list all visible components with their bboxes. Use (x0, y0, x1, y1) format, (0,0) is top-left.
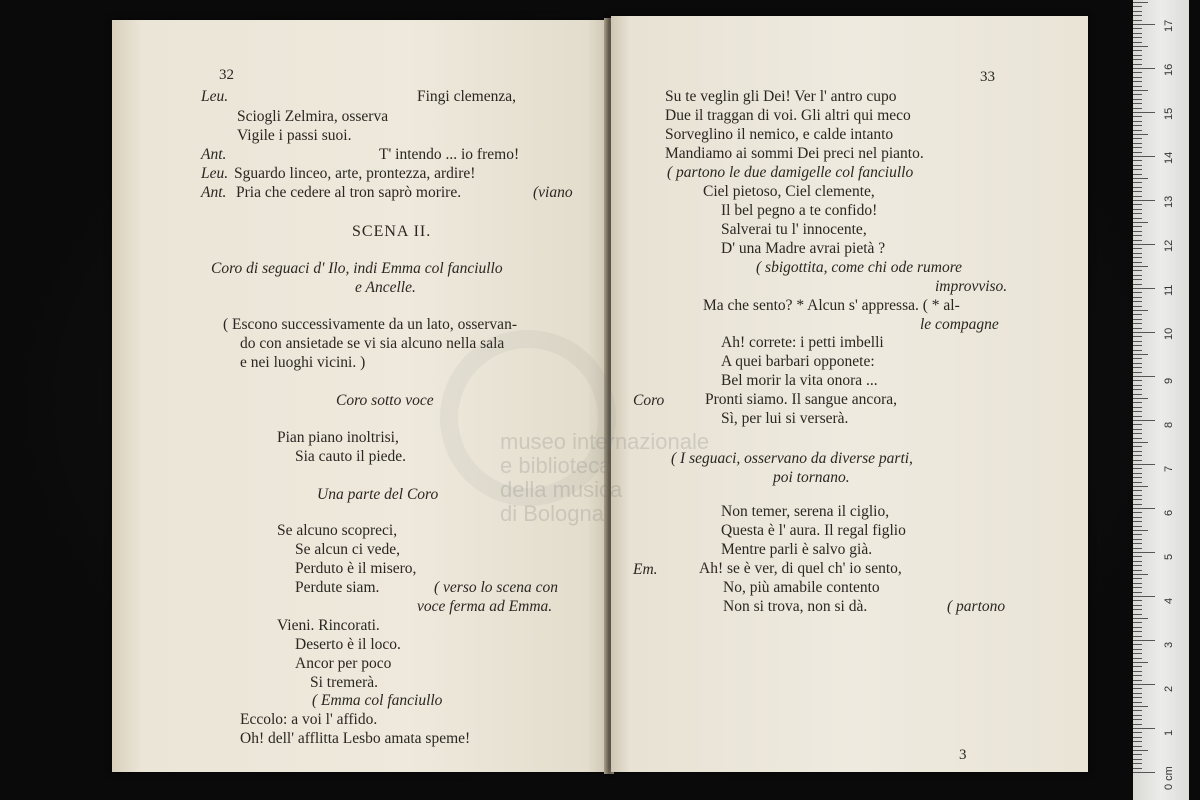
ruler-tick (1133, 499, 1142, 500)
ruler-tick (1133, 55, 1142, 56)
ruler-tick (1133, 763, 1142, 764)
ruler-tick (1133, 543, 1142, 544)
ruler-tick (1133, 72, 1142, 73)
ruler-tick (1133, 389, 1142, 390)
speaker-label: Leu. (201, 165, 229, 182)
scene-description: e Ancelle. (355, 279, 416, 296)
ruler-tick (1133, 147, 1142, 148)
ruler-tick (1133, 759, 1142, 760)
ruler-tick (1133, 394, 1142, 395)
ruler-tick (1133, 587, 1142, 588)
ruler-tick (1133, 28, 1142, 29)
ruler-tick (1133, 552, 1155, 553)
ruler-tick (1133, 640, 1155, 641)
watermark-line: di Bologna (500, 501, 604, 526)
watermark-text (500, 430, 720, 526)
ruler-tick (1133, 178, 1148, 179)
ruler-tick (1133, 530, 1148, 531)
verse-line: T' intendo ... io fremo! (379, 146, 520, 163)
ruler-tick (1133, 301, 1142, 302)
ruler-tick (1133, 706, 1148, 707)
ruler-tick (1133, 614, 1142, 615)
verse-line: Vigile i passi suoi. (237, 127, 352, 144)
verse-line: Pronti siamo. Il sangue ancora, (705, 391, 897, 408)
ruler-tick (1133, 710, 1142, 711)
ruler-tick (1133, 213, 1142, 214)
ruler-tick (1133, 244, 1155, 245)
ruler-tick (1133, 42, 1142, 43)
stage-direction: ( sbigottita, come chi ode rumore (756, 259, 963, 276)
ruler-tick (1133, 68, 1155, 69)
stage-direction: (viano (533, 184, 573, 201)
verse-line: Sorveglino il nemico, e calde intanto (665, 126, 894, 143)
verse-line: Due il traggan di voi. Gli altri qui meco (665, 107, 911, 124)
ruler-tick (1133, 556, 1142, 557)
ruler-tick (1133, 94, 1142, 95)
stage-direction: ( partono le due damigelle col fanciullo (667, 164, 914, 181)
ruler-tick (1133, 684, 1155, 685)
speaker-label: Ant. (201, 184, 227, 201)
ruler-tick (1133, 561, 1142, 562)
ruler-tick (1133, 398, 1148, 399)
ruler-number: 14 (1163, 151, 1175, 164)
ruler-tick (1133, 715, 1142, 716)
ruler-tick (1133, 512, 1142, 513)
verse-line: Sguardo linceo, arte, prontezza, ardire! (234, 165, 476, 182)
ruler-tick (1133, 328, 1142, 329)
verse-line: Sì, per lui si verserà. (721, 410, 849, 427)
ruler-tick (1133, 358, 1142, 359)
ruler-tick (1133, 90, 1148, 91)
ruler-tick (1133, 772, 1155, 773)
ruler-tick (1133, 517, 1142, 518)
ruler-number: 1 (1163, 729, 1175, 736)
ruler-tick (1133, 539, 1142, 540)
stage-direction: ( I seguaci, osservano da diverse parti, (671, 450, 913, 467)
ruler-tick (1133, 59, 1142, 60)
speaker-label: Leu. (201, 88, 229, 105)
ruler-tick (1133, 376, 1155, 377)
ruler-tick (1133, 508, 1155, 509)
ruler-tick (1133, 750, 1148, 751)
ruler-tick (1133, 636, 1142, 637)
ruler-tick (1133, 693, 1142, 694)
ruler-tick (1133, 622, 1142, 623)
ruler-tick (1133, 253, 1142, 254)
ruler-tick (1133, 644, 1142, 645)
verse-line: Perdute siam. (295, 579, 380, 596)
ruler-tick (1133, 574, 1148, 575)
ruler-number: 12 (1163, 239, 1175, 252)
verse-line: Ah! correte: i petti imbelli (721, 334, 884, 351)
ruler-tick (1133, 103, 1142, 104)
ruler-tick (1133, 160, 1142, 161)
ruler-tick (1133, 697, 1142, 698)
ruler-tick (1133, 222, 1148, 223)
verse-line: Sciogli Zelmira, osserva (237, 108, 389, 125)
ruler-tick (1133, 182, 1142, 183)
ruler-tick (1133, 631, 1142, 632)
ruler-tick (1133, 675, 1142, 676)
ruler-number: 10 (1163, 327, 1175, 340)
ruler-tick (1133, 662, 1148, 663)
ruler-tick (1133, 2, 1148, 3)
ruler-tick (1133, 134, 1148, 135)
ruler-tick (1133, 156, 1155, 157)
ruler-tick (1133, 464, 1155, 465)
ruler-tick (1133, 345, 1142, 346)
ruler-tick (1133, 226, 1142, 227)
ruler-tick (1133, 350, 1142, 351)
measuring-ruler (1133, 0, 1189, 800)
ruler-tick (1133, 424, 1142, 425)
ruler-tick (1133, 270, 1142, 271)
verse-line: Salverai tu l' innocente, (721, 221, 867, 238)
ruler-tick (1133, 618, 1148, 619)
ruler-tick (1133, 165, 1142, 166)
ruler-tick (1133, 24, 1155, 25)
verse-line: Ancor per poco (295, 655, 392, 672)
ruler-tick (1133, 231, 1142, 232)
ruler-tick (1133, 332, 1155, 333)
ruler-number: 4 (1163, 597, 1175, 604)
stage-direction: improvviso. (935, 278, 1008, 295)
ruler-tick (1133, 578, 1142, 579)
chorus-heading: Coro sotto voce (336, 392, 434, 409)
ruler-tick (1133, 112, 1155, 113)
stage-direction: e nei luoghi vicini. ) (240, 354, 366, 371)
ruler-tick (1133, 671, 1142, 672)
ruler-tick (1133, 754, 1142, 755)
ruler-tick (1133, 297, 1142, 298)
scene-description: Coro di seguaci d' Ilo, indi Emma col fanciullo (211, 260, 503, 277)
ruler-tick (1133, 240, 1142, 241)
verse-line: Non si trova, non si dà. (723, 598, 868, 615)
ruler-tick (1133, 609, 1142, 610)
stage-direction: do con ansietade se vi sia alcuno nella sala (240, 335, 505, 352)
verse-line: A quei barbari opponete: (721, 353, 875, 370)
verse-line: Deserto è il loco. (295, 636, 401, 653)
ruler-tick (1133, 6, 1142, 7)
ruler-tick (1133, 99, 1142, 100)
ruler-tick (1133, 306, 1142, 307)
verse-line: Su te veglin gli Dei! Ver l' antro cupo (665, 88, 897, 105)
ruler-tick (1133, 442, 1148, 443)
ruler-tick (1133, 768, 1142, 769)
ruler-tick (1133, 266, 1148, 267)
verse-line: Pian piano inoltrisi, (277, 429, 399, 446)
verse-line: Mentre parli è salvo già. (721, 541, 873, 558)
ruler-tick (1133, 341, 1142, 342)
ruler-tick (1133, 138, 1142, 139)
ruler-tick (1133, 407, 1142, 408)
verse-line: Bel morir la vita onora ... (721, 372, 878, 389)
ruler-tick (1133, 451, 1142, 452)
ruler-tick (1133, 284, 1142, 285)
ruler-tick (1133, 336, 1142, 337)
ruler-tick (1133, 680, 1142, 681)
ruler-tick (1133, 438, 1142, 439)
ruler-tick (1133, 416, 1142, 417)
ruler-tick (1133, 363, 1142, 364)
ruler-tick (1133, 486, 1148, 487)
ruler-tick (1133, 490, 1142, 491)
ruler-tick (1133, 534, 1142, 535)
ruler-number: 17 (1163, 19, 1175, 32)
ruler-number: 15 (1163, 107, 1175, 120)
ruler-tick (1133, 402, 1142, 403)
ruler-tick (1133, 86, 1142, 87)
ruler-tick (1133, 288, 1155, 289)
page-number-right: 33 (980, 69, 995, 85)
ruler-tick (1133, 169, 1142, 170)
ruler-tick (1133, 429, 1142, 430)
ruler-tick (1133, 455, 1142, 456)
stage-direction: voce ferma ad Emma. (417, 598, 553, 615)
ruler-tick (1133, 482, 1142, 483)
ruler-tick (1133, 174, 1142, 175)
signature-mark: 3 (959, 747, 967, 763)
ruler-tick (1133, 310, 1148, 311)
ruler-tick (1133, 596, 1155, 597)
ruler-tick (1133, 380, 1142, 381)
ruler-tick (1133, 196, 1142, 197)
verse-line: Questa è l' aura. Il regal figlio (721, 522, 906, 539)
ruler-tick (1133, 37, 1142, 38)
watermark-line: museo internazionale (500, 429, 710, 454)
ruler-tick (1133, 46, 1148, 47)
ruler-tick (1133, 20, 1142, 21)
ruler-tick (1133, 262, 1142, 263)
verse-line: Vieni. Rincorati. (277, 617, 380, 634)
ruler-tick (1133, 600, 1142, 601)
ruler-tick (1133, 77, 1142, 78)
verse-line: Ciel pietoso, Ciel clemente, (703, 183, 875, 200)
ruler-number: 7 (1163, 465, 1175, 472)
ruler-tick (1133, 411, 1142, 412)
stage-direction: ( Emma col fanciullo (312, 692, 443, 709)
speaker-label: Em. (633, 561, 658, 578)
ruler-tick (1133, 521, 1142, 522)
ruler-tick (1133, 257, 1142, 258)
ruler-tick (1133, 653, 1142, 654)
stage-direction: ( Escono successivamente da un lato, osservan- (223, 316, 517, 333)
ruler-tick (1133, 666, 1142, 667)
ruler-tick (1133, 702, 1142, 703)
ruler-tick (1133, 385, 1142, 386)
ruler-tick (1133, 200, 1155, 201)
verse-line: Il bel pegno a te confido! (721, 202, 878, 219)
ruler-tick (1133, 477, 1142, 478)
ruler-tick (1133, 354, 1148, 355)
verse-line: Pria che cedere al tron saprò morire. (236, 184, 462, 201)
ruler-tick (1133, 724, 1142, 725)
stage-direction: ( verso lo scena con (434, 579, 558, 596)
verse-line: No, più amabile contento (723, 579, 880, 596)
ruler-tick (1133, 446, 1142, 447)
ruler-tick (1133, 235, 1142, 236)
ruler-tick (1133, 719, 1142, 720)
ruler-tick (1133, 468, 1142, 469)
chorus-heading: Una parte del Coro (317, 486, 439, 503)
speaker-label: Coro (633, 392, 665, 409)
verse-line: Se alcuno scopreci, (277, 522, 398, 539)
ruler-tick (1133, 658, 1142, 659)
verse-line: Fingi clemenza, (417, 88, 516, 105)
ruler-tick (1133, 583, 1142, 584)
ruler-tick (1133, 50, 1142, 51)
ruler-tick (1133, 592, 1142, 593)
ruler-tick (1133, 372, 1142, 373)
ruler-tick (1133, 314, 1142, 315)
ruler-tick (1133, 209, 1142, 210)
ruler-number: 13 (1163, 195, 1175, 208)
ruler-tick (1133, 218, 1142, 219)
verse-line: Ma che sento? * Alcun s' appressa. ( * al- (703, 297, 960, 314)
ruler-number: 11 (1163, 284, 1175, 296)
ruler-tick (1133, 108, 1142, 109)
page-number-left: 32 (219, 67, 234, 83)
ruler-tick (1133, 143, 1142, 144)
ruler-tick (1133, 152, 1142, 153)
ruler-tick (1133, 728, 1155, 729)
ruler-tick (1133, 248, 1142, 249)
ruler-number: 6 (1163, 509, 1175, 516)
ruler-tick (1133, 279, 1142, 280)
stage-direction: le compagne (920, 316, 999, 333)
verse-line: Ah! se è ver, di quel ch' io sento, (699, 560, 902, 577)
ruler-tick (1133, 191, 1142, 192)
ruler-tick (1133, 116, 1142, 117)
ruler-tick (1133, 64, 1142, 65)
ruler-tick (1133, 504, 1142, 505)
ruler-number: 9 (1163, 377, 1175, 384)
ruler-tick (1133, 367, 1142, 368)
verse-line: Non temer, serena il ciglio, (721, 503, 890, 520)
ruler-tick (1133, 204, 1142, 205)
verse-line: Oh! dell' afflitta Lesbo amata speme! (240, 730, 471, 747)
watermark-line: della musica (500, 477, 623, 502)
ruler-tick (1133, 121, 1142, 122)
verse-line: Perduto è il misero, (295, 560, 417, 577)
ruler-tick (1133, 495, 1142, 496)
ruler-number: 5 (1163, 553, 1175, 560)
ruler-tick (1133, 548, 1142, 549)
ruler-number: 16 (1163, 63, 1175, 76)
ruler-tick (1133, 125, 1142, 126)
ruler-tick (1133, 323, 1142, 324)
ruler-tick (1133, 319, 1142, 320)
ruler-tick (1133, 741, 1142, 742)
ruler-tick (1133, 570, 1142, 571)
ruler-tick (1133, 526, 1142, 527)
ruler-tick (1133, 292, 1142, 293)
scene-title: SCENA II. (352, 223, 432, 240)
verse-line: D' una Madre avrai pietà ? (721, 240, 886, 257)
verse-line: Sia cauto il piede. (295, 448, 407, 465)
ruler-tick (1133, 15, 1142, 16)
watermark-line: e biblioteca (500, 453, 612, 478)
ruler-tick (1133, 565, 1142, 566)
speaker-label: Ant. (201, 146, 227, 163)
ruler-tick (1133, 33, 1142, 34)
ruler-tick (1133, 460, 1142, 461)
stage-direction: ( partono (947, 598, 1006, 615)
verse-line: Se alcun ci vede, (295, 541, 401, 558)
ruler-tick (1133, 605, 1142, 606)
ruler-tick (1133, 746, 1142, 747)
ruler-tick (1133, 649, 1142, 650)
stage-direction: poi tornano. (773, 469, 850, 486)
ruler-tick (1133, 11, 1142, 12)
verse-line: Si tremerà. (310, 674, 379, 691)
ruler-number: 2 (1163, 685, 1175, 692)
ruler-tick (1133, 187, 1142, 188)
verse-line: Mandiamo ai sommi Dei preci nel pianto. (665, 145, 924, 162)
ruler-unit-label: 0 cm (1163, 766, 1175, 790)
ruler-tick (1133, 627, 1142, 628)
verse-line: Eccolo: a voi l' affido. (240, 711, 378, 728)
ruler-tick (1133, 688, 1142, 689)
ruler-tick (1133, 81, 1142, 82)
ruler-tick (1133, 732, 1142, 733)
ruler-tick (1133, 275, 1142, 276)
ruler-tick (1133, 473, 1142, 474)
ruler-tick (1133, 130, 1142, 131)
right-page (611, 16, 1088, 772)
ruler-tick (1133, 420, 1155, 421)
ruler-tick (1133, 737, 1142, 738)
ruler-number: 8 (1163, 421, 1175, 428)
ruler-tick (1133, 433, 1142, 434)
ruler-number: 3 (1163, 641, 1175, 648)
